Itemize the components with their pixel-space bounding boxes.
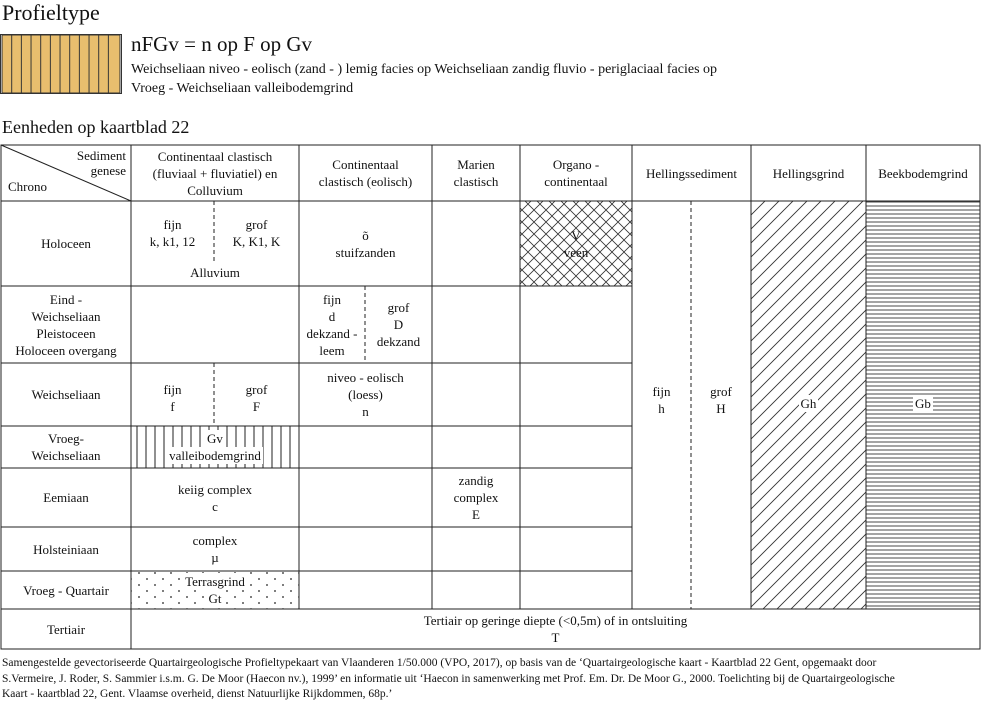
row-label-line: Weichseliaan	[31, 448, 101, 463]
col-header-continentaal-eolisch	[299, 145, 432, 201]
cell-keiig-complex	[131, 468, 299, 527]
section-title: Eenheden op kaartblad 22	[2, 117, 190, 137]
profile-type-title: Profieltype	[2, 0, 100, 25]
cell-line: grof	[245, 217, 268, 232]
cell-line: grof	[245, 382, 268, 397]
cell-line: Terrasgrind	[185, 574, 245, 589]
corner-genese-label: genese	[90, 163, 126, 178]
row-label-line: Eind -	[49, 291, 83, 307]
row-label-tertiair: Tertiair	[46, 621, 86, 637]
col-header-line: clastisch (eolisch)	[318, 174, 413, 189]
cell-line: E	[472, 507, 480, 522]
cell-line: valleibodemgrind	[169, 448, 261, 463]
cell-line: d	[328, 308, 336, 324]
cell-line: fijn	[652, 384, 671, 399]
cell-line: D	[393, 317, 404, 332]
cell-line: niveo - eolisch	[327, 370, 404, 385]
col-header-beekbodemgrind: Beekbodemgrind	[878, 165, 968, 181]
row-label-line: Vroeg-	[47, 431, 85, 446]
cell-gh	[751, 392, 866, 414]
cell-line: leem	[319, 342, 345, 358]
cell-helling-grof	[691, 380, 751, 420]
cell-weichseliaan-grof	[214, 378, 299, 418]
row-label-line: Weichseliaan	[31, 308, 101, 324]
cell-dekzand-fijn	[299, 288, 365, 361]
cell-line: veen	[563, 244, 589, 260]
source-footnote	[2, 656, 980, 703]
cell-line: H	[716, 401, 726, 416]
profile-formula: nFGv = n op F op Gv	[131, 32, 313, 56]
row-label-line: Holoceen overgang	[15, 342, 117, 358]
col-header-organo	[520, 145, 632, 201]
corner-chrono-label: Chrono	[8, 179, 47, 194]
cell-line: keiig complex	[177, 481, 252, 497]
cell-line: fijn	[163, 217, 182, 232]
cell-line: Gb	[915, 395, 931, 411]
col-header-continentaal-clastisch-colluvium	[131, 145, 299, 201]
cell-line: n	[362, 404, 369, 419]
cell-tertiair	[131, 609, 980, 649]
cell-complex-mu	[131, 527, 299, 571]
cell-line: µ	[211, 550, 219, 565]
col-header-hellingssediment: Hellingssediment	[646, 165, 737, 181]
cell-holoceen-fijn	[131, 213, 214, 253]
row-label-line: Pleistoceen	[36, 325, 96, 341]
cell-line: grof	[387, 300, 410, 315]
cell-loess	[299, 363, 432, 426]
row-label-holsteiniaan: Holsteiniaan	[33, 541, 99, 557]
cell-dekzand-grof	[365, 288, 432, 361]
cell-line: fijn	[163, 382, 182, 397]
row-label-vroeg-quartair: Vroeg - Quartair	[23, 582, 109, 598]
col-header-line: Continentaal clastisch	[157, 148, 273, 164]
cell-line: complex	[192, 533, 238, 548]
cell-line: zandig	[458, 473, 494, 488]
cell-line: F	[252, 399, 261, 414]
col-header-line: Colluvium	[187, 182, 243, 198]
cell-veen	[520, 201, 632, 286]
cell-line: grof	[710, 384, 732, 399]
cell-line: Gh	[800, 395, 817, 411]
cell-line: h	[658, 401, 665, 416]
cell-line: T	[551, 630, 560, 645]
footnote-line: S.Vermeire, J. Roder, S. Sammier i.s.m. G. De Moor (Haecon nv.), 1999’ en informatie uit ‘Haecon in samenwerking met Prof. Em. Dr. De Moor G., 2000. Toelichting bij de Quartairgeologische	[2, 672, 895, 685]
col-header-line: Continentaal	[332, 157, 399, 172]
cell-line: (loess)	[348, 387, 383, 402]
cell-gb	[866, 392, 980, 414]
cell-line: fijn	[322, 291, 342, 307]
col-header-line: continentaal	[544, 174, 608, 189]
col-header-line: Organo -	[552, 157, 600, 172]
cell-gv	[131, 426, 299, 468]
cell-line: Gt	[208, 591, 222, 606]
row-label-weichseliaan: Weichseliaan	[31, 387, 101, 402]
cell-weichseliaan-fijn	[131, 378, 214, 418]
cell-line: k, k1, 12	[149, 234, 196, 249]
cell-line: dekzand -	[306, 325, 358, 341]
cell-helling-fijn	[632, 380, 691, 420]
col-header-line: clastisch	[453, 174, 499, 189]
cell-zandig-complex	[432, 468, 520, 527]
cell-line: K, K1, K	[232, 234, 281, 249]
footnote-line: Kaart - kaartblad 22, Gent. Vlaamse overheid, dienst Natuurlijke Rijkdommen, 68p.’	[2, 688, 393, 700]
row-label-holoceen: Holoceen	[41, 236, 91, 251]
cell-line: complex	[453, 490, 499, 505]
cell-holoceen-grof	[214, 213, 299, 253]
profile-description-line1: Weichseliaan niveo - eolisch (zand - ) lemig facies op Weichseliaan zandig fluvio - periglaciaal facies op	[131, 62, 718, 77]
cell-terrasgrind	[131, 571, 299, 609]
cell-line: V	[571, 227, 581, 243]
profile-description-line2: Vroeg - Weichseliaan valleibodemgrind	[131, 81, 354, 96]
cell-line: Tertiair op geringe diepte (<0,5m) of in ontsluiting	[423, 613, 688, 628]
col-header-hellingsgrind: Hellingsgrind	[772, 165, 845, 181]
footnote-line: Samengestelde gevectoriseerde Quartairgeologische Profieltypekaart van Vlaanderen 1/50.000 (VPO, 2017), op basis van de ‘Quartairgeologische kaart - Kaartblad 22 Gent, opgemaakt door	[2, 657, 877, 669]
row-label-eind-weichseliaan	[1, 286, 131, 363]
cell-line: Gv	[207, 431, 223, 446]
col-header-line: Marien	[457, 157, 495, 172]
corner-sediment-label: Sediment	[76, 148, 126, 163]
cell-line: dekzand	[376, 334, 421, 349]
cell-line: stuifzanden	[335, 244, 396, 260]
col-header-marien	[432, 145, 520, 201]
cell-line: õ	[362, 227, 369, 243]
row-label-vroeg-weichseliaan	[1, 426, 131, 468]
cell-line: f	[170, 399, 175, 414]
col-header-line: (fluviaal + fluviatiel) en	[152, 165, 278, 181]
row-label-eemiaan: Eemiaan	[43, 490, 89, 505]
cell-stuifzanden	[299, 201, 432, 286]
cell-alluvium: Alluvium	[190, 264, 240, 280]
cell-line: c	[212, 498, 218, 514]
